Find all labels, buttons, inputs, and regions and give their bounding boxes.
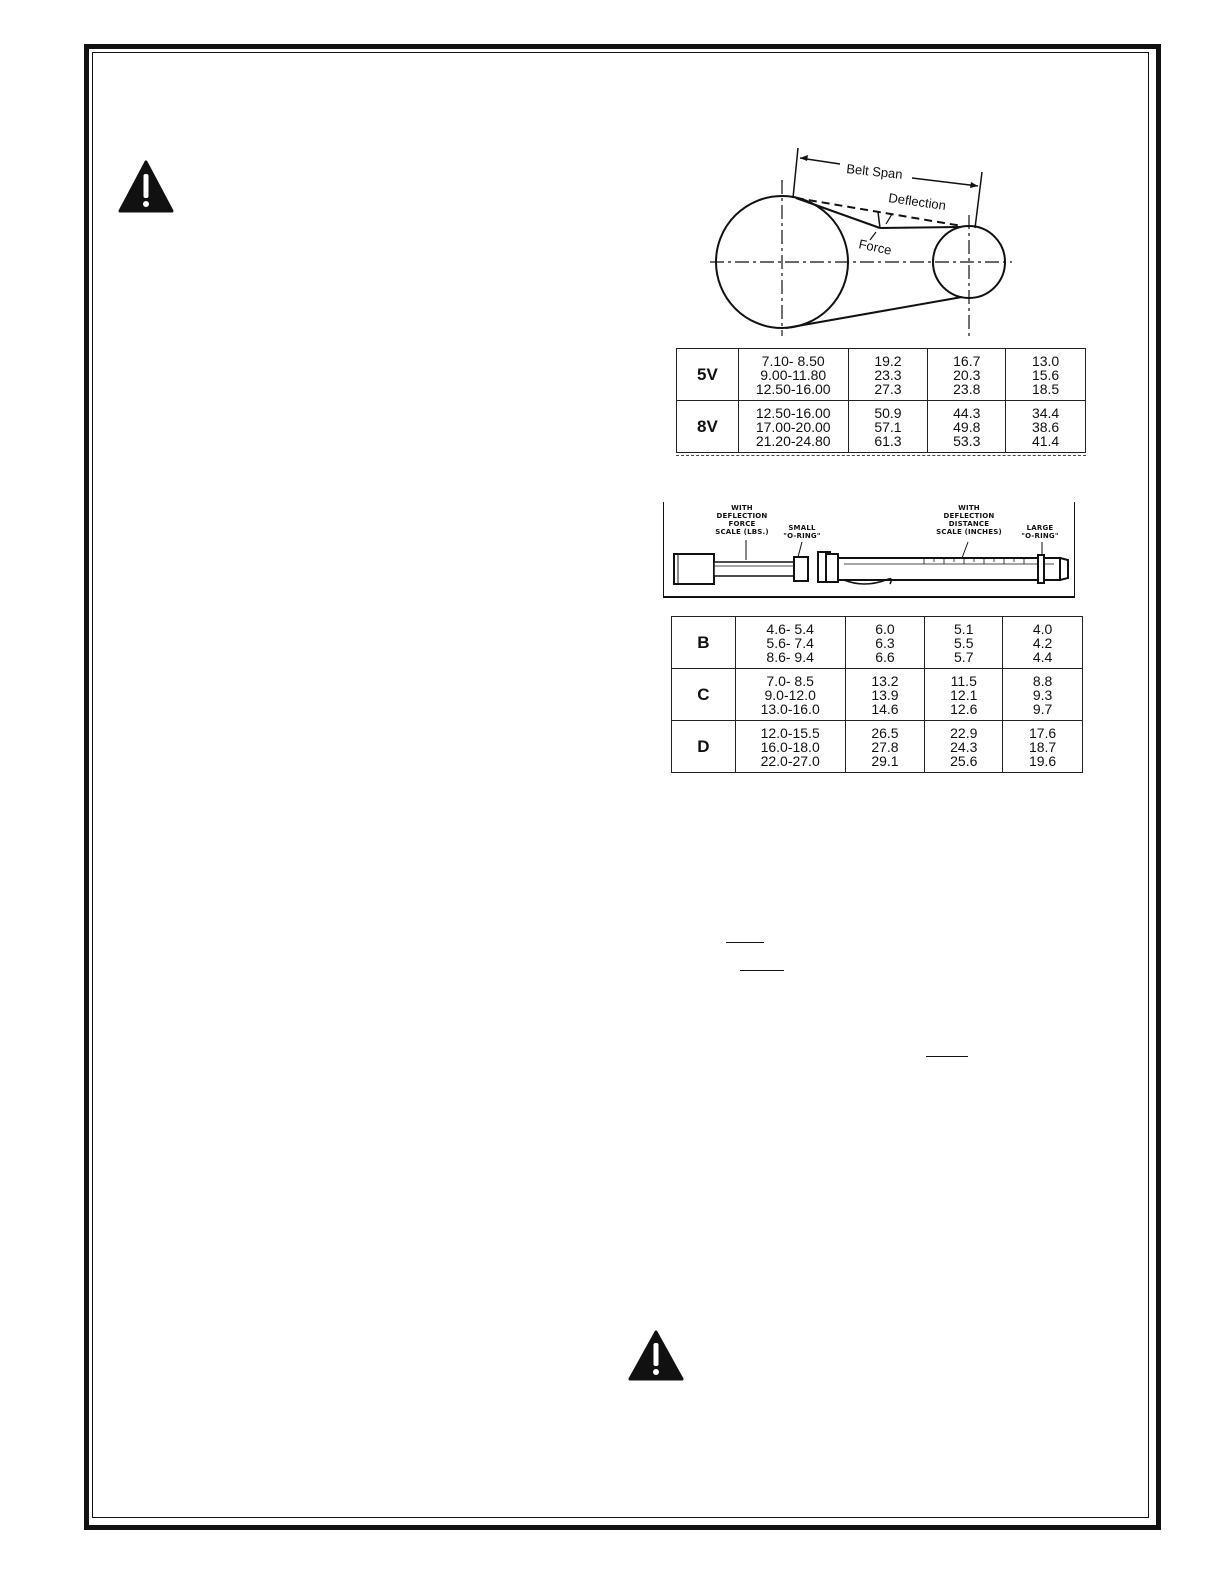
table-row [672, 617, 1083, 669]
belt-span-diagram [700, 140, 1020, 341]
table-row [677, 349, 1086, 401]
belt-tension-table-bottom [671, 616, 1083, 773]
diameter-range-cell: 12.50-16.00 17.00-20.00 21.20-24.80 [738, 401, 848, 453]
force-value-cell: 22.9 24.3 25.6 [925, 721, 1003, 773]
diameter-range-cell: 7.10- 8.50 9.00-11.80 12.50-16.00 [738, 349, 848, 401]
force-value-cell: 26.5 27.8 29.1 [845, 721, 925, 773]
belt-type-cell: 8V [677, 401, 739, 453]
force-value-cell: 13.2 13.9 14.6 [845, 669, 925, 721]
tension-tester-illustration [663, 502, 1075, 598]
force-value-cell: 17.6 18.7 19.6 [1003, 721, 1083, 773]
force-scale-label: WITH DEFLECTION FORCE SCALE (LBS.) [715, 504, 769, 536]
belt-type-cell: 5V [677, 349, 739, 401]
belt-type-cell: C [672, 669, 736, 721]
large-o-ring-label: LARGE "O-RING" [1021, 524, 1059, 540]
warning-triangle-icon [118, 160, 174, 214]
force-value-cell: 13.0 15.6 18.5 [1006, 349, 1086, 401]
belt-span-label: Belt Span [845, 161, 904, 182]
table-row [677, 401, 1086, 453]
force-value-cell: 44.3 49.8 53.3 [928, 401, 1006, 453]
deflection-label: Deflection [887, 190, 947, 214]
underline-mark [726, 942, 764, 943]
force-value-cell: 19.2 23.3 27.3 [848, 349, 928, 401]
table-row [672, 721, 1083, 773]
diameter-range-cell: 4.6- 5.4 5.6- 7.4 8.6- 9.4 [735, 617, 845, 669]
force-value-cell: 4.0 4.2 4.4 [1003, 617, 1083, 669]
small-o-ring-label: SMALL "O-RING" [783, 524, 821, 540]
underline-mark [926, 1056, 968, 1057]
force-value-cell: 11.5 12.1 12.6 [925, 669, 1003, 721]
force-label: Force [857, 236, 894, 258]
diameter-range-cell: 7.0- 8.5 9.0-12.0 13.0-16.0 [735, 669, 845, 721]
distance-scale-label: WITH DEFLECTION DISTANCE SCALE (INCHES) [936, 504, 1002, 536]
belt-type-cell: B [672, 617, 736, 669]
belt-tension-table-top [676, 348, 1086, 453]
diameter-range-cell: 12.0-15.5 16.0-18.0 22.0-27.0 [735, 721, 845, 773]
table-cut-edge [676, 455, 1086, 460]
force-value-cell: 34.4 38.6 41.4 [1006, 401, 1086, 453]
underline-mark [740, 970, 784, 971]
force-value-cell: 16.7 20.3 23.8 [928, 349, 1006, 401]
belt-type-cell: D [672, 721, 736, 773]
table-row [672, 669, 1083, 721]
force-value-cell: 50.9 57.1 61.3 [848, 401, 928, 453]
warning-triangle-icon [628, 1330, 684, 1382]
force-value-cell: 6.0 6.3 6.6 [845, 617, 925, 669]
force-value-cell: 8.8 9.3 9.7 [1003, 669, 1083, 721]
force-value-cell: 5.1 5.5 5.7 [925, 617, 1003, 669]
